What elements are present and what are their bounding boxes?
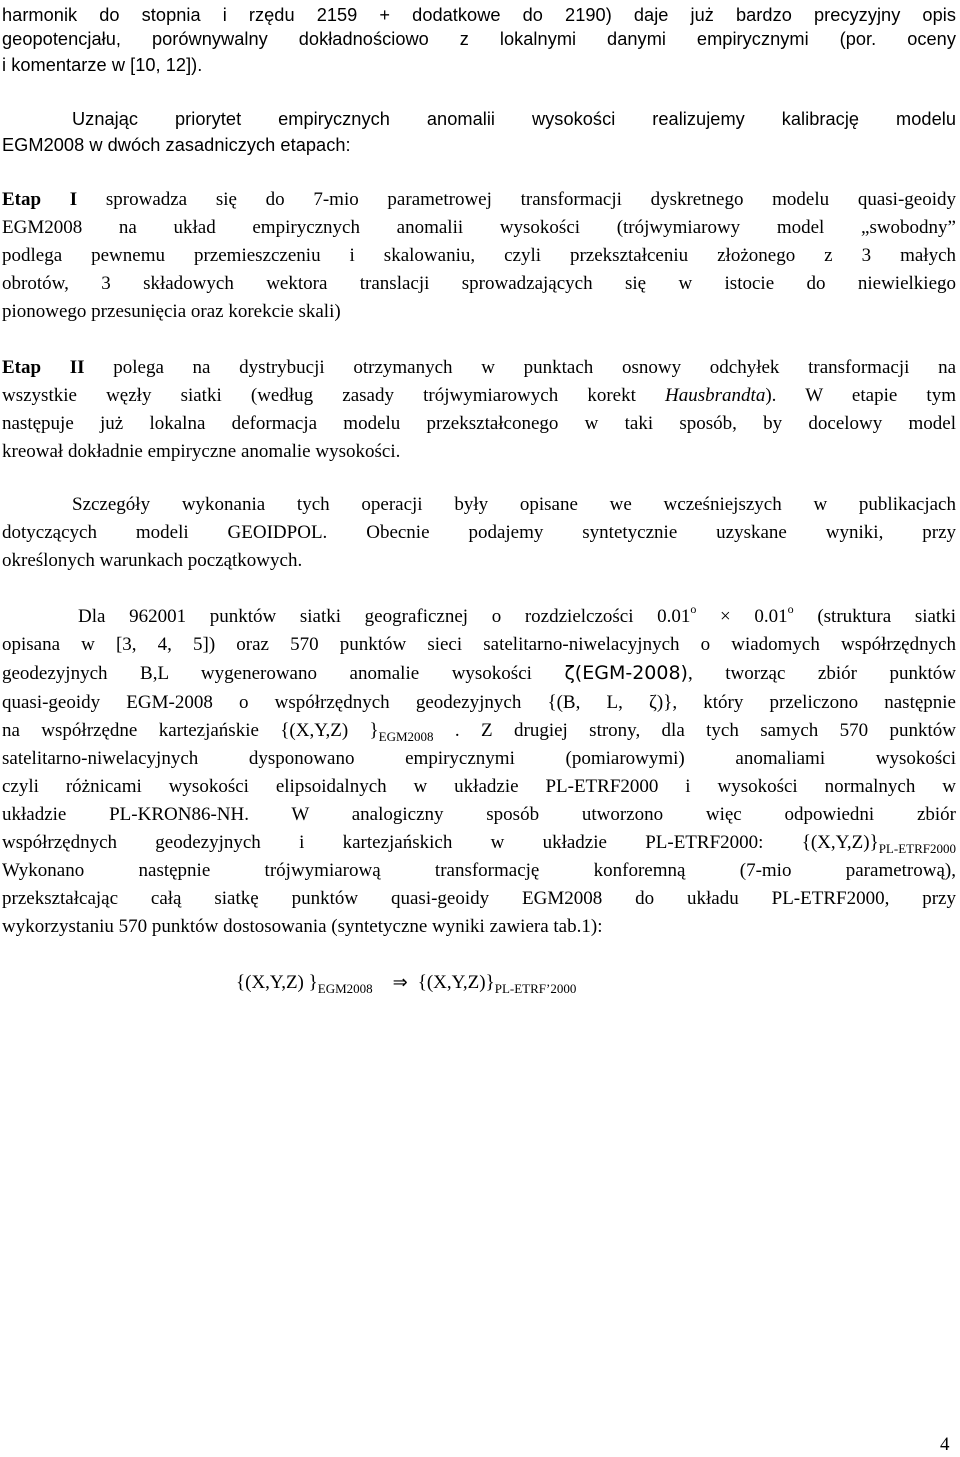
text-line [2,658,956,688]
text-segment: EGM2008 na układ empirycznych anomalii wysokości (trójwymiarowy model „swobodny” [2,217,956,238]
text-segment: (struktura siatki [793,606,956,627]
text-line [2,602,956,632]
text-line [2,185,956,215]
text-line [2,353,956,383]
text-segment: wszystkie węzły siatki (według zasady trójwymiarowych korekt [2,385,666,406]
text-segment: współrzędnych geodezyjnych i kartezjańskich w układzie PL-ETRF2000: {(X,Y,Z)} [2,832,879,853]
text-line [2,856,956,886]
text-line [2,437,956,467]
text-line [2,130,956,160]
text-segment: ⇒ [392,972,408,993]
text-segment: podlega pewnemu przemieszczeniu i skalowaniu, czyli przekształceniu złożonego z 3 małych [2,245,956,266]
text-segment: ). W etapie tym [765,385,956,406]
text-line [2,241,956,271]
text-line [2,688,956,718]
text-segment: PL-ETRF’2000 [494,981,577,996]
text-line [2,884,956,914]
text-segment: . Z drugiej strony, dla tych samych 570 punktów [433,720,956,741]
text-segment: wykorzystaniu 570 punktów dostosowania (syntetyczne wyniki zawiera tab.1): [2,916,603,937]
text-segment: harmonik do stopnia i rzędu 2159 + dodatkowe do 2190) daje już bardzo precyzyjny opis [2,5,956,25]
text-segment: o [690,602,697,616]
text-segment: następuje już lokalna deformacja modelu przekształconego w taki sposób, by docelowy model [2,413,956,434]
text-segment: sprowadza się do 7-mio parametrowej transformacji dyskretnego modelu quasi-geoidy [77,189,956,210]
text-segment: Hausbrandta [665,385,766,406]
text-line [2,546,956,576]
text-segment: quasi-geoidy EGM-2008 o współrzędnych geodezyjnych {(B, L, ζ)}, który przeliczono następnie [2,692,956,713]
text-line [2,744,956,774]
text-segment: Dla 962001 punktów siatki geograficznej o rozdzielczości 0.01 [78,606,691,627]
text-line [2,630,956,660]
text-line [2,968,956,998]
text-segment: Uznając priorytet empirycznych anomalii wysokości realizujemy kalibrację modelu [72,109,956,129]
text-segment: satelitarno-niwelacyjnych dysponowano empirycznymi (pomiarowymi) anomaliami wysokości [2,748,956,769]
text-segment: przekształcając całą siatkę punktów quasi-geoidy EGM2008 do układu PL-ETRF2000, przy [2,888,956,909]
text-segment: i komentarze w [10, 12]). [2,55,203,75]
text-segment: na współrzędne kartezjańskie {(X,Y,Z) } [2,720,379,741]
page-number: 4 [940,1434,950,1455]
text-line [2,800,956,830]
text-segment: {(X,Y,Z) } [236,972,318,993]
text-segment: {(X,Y,Z)} [417,972,495,993]
text-segment: określonych warunkach początkowych. [2,550,303,571]
text-line [2,828,956,858]
text-segment: PL-ETRF2000 [878,841,956,856]
text-segment: o [787,602,794,616]
text-line [2,50,956,80]
text-line [2,716,956,746]
text-segment: Etap I [2,189,78,210]
text-segment: kreował dokładnie empiryczne anomalie wysokości. [2,441,401,462]
text-segment: , tworząc zbiór punktów [687,663,956,684]
text-segment: ζ(EGM-2008) [564,662,688,684]
text-segment: × 0.01 [696,606,788,627]
text-line [2,490,956,520]
text-line [2,297,956,327]
text-line [2,213,956,243]
text-segment: EGM2008 w dwóch zasadniczych etapach: [2,135,351,155]
text-segment: Etap II [2,357,85,378]
text-segment: opisana w [3, 4, 5]) oraz 570 punktów sieci satelitarno-niwelacyjnych o wiadomych współrzędnych [2,634,956,655]
text-segment: układzie PL-KRON86-NH. W analogiczny sposób utworzono więc odpowiedni zbiór [2,804,956,825]
text-segment: pionowego przesunięcia oraz korekcie skali) [2,301,341,322]
text-line [2,912,956,942]
text-segment: geodezyjnych B,L wygenerowano anomalie wysokości [2,663,565,684]
text-segment: czyli różnicami wysokości elipsoidalnych w układzie PL-ETRF2000 i wysokości normalnych w [2,776,956,797]
text-segment: obrotów, 3 składowych wektora translacji sprowadzających się w istocie do niewielkiego [2,273,956,294]
text-segment: EGM2008 [378,729,434,744]
text-segment: geopotencjału, porównywalny dokładnościowo z lokalnymi danymi empirycznymi (por. oceny [2,29,956,49]
text-segment: dotyczących modeli GEOIDPOL. Obecnie podajemy syntetycznie uzyskane wyniki, przy [2,522,956,543]
text-line [2,381,956,411]
text-line [2,409,956,439]
text-segment: Wykonano następnie trójwymiarową transformację konforemną (7-mio parametrową), [2,860,956,881]
text-segment: Szczegóły wykonania tych operacji były opisane we wcześniejszych w publikacjach [72,494,956,515]
text-segment: polega na dystrybucji otrzymanych w punktach osnowy odchyłek transformacji na [84,357,956,378]
text-segment: EGM2008 [317,981,373,996]
text-line [2,772,956,802]
text-line [2,269,956,299]
text-line [2,518,956,548]
